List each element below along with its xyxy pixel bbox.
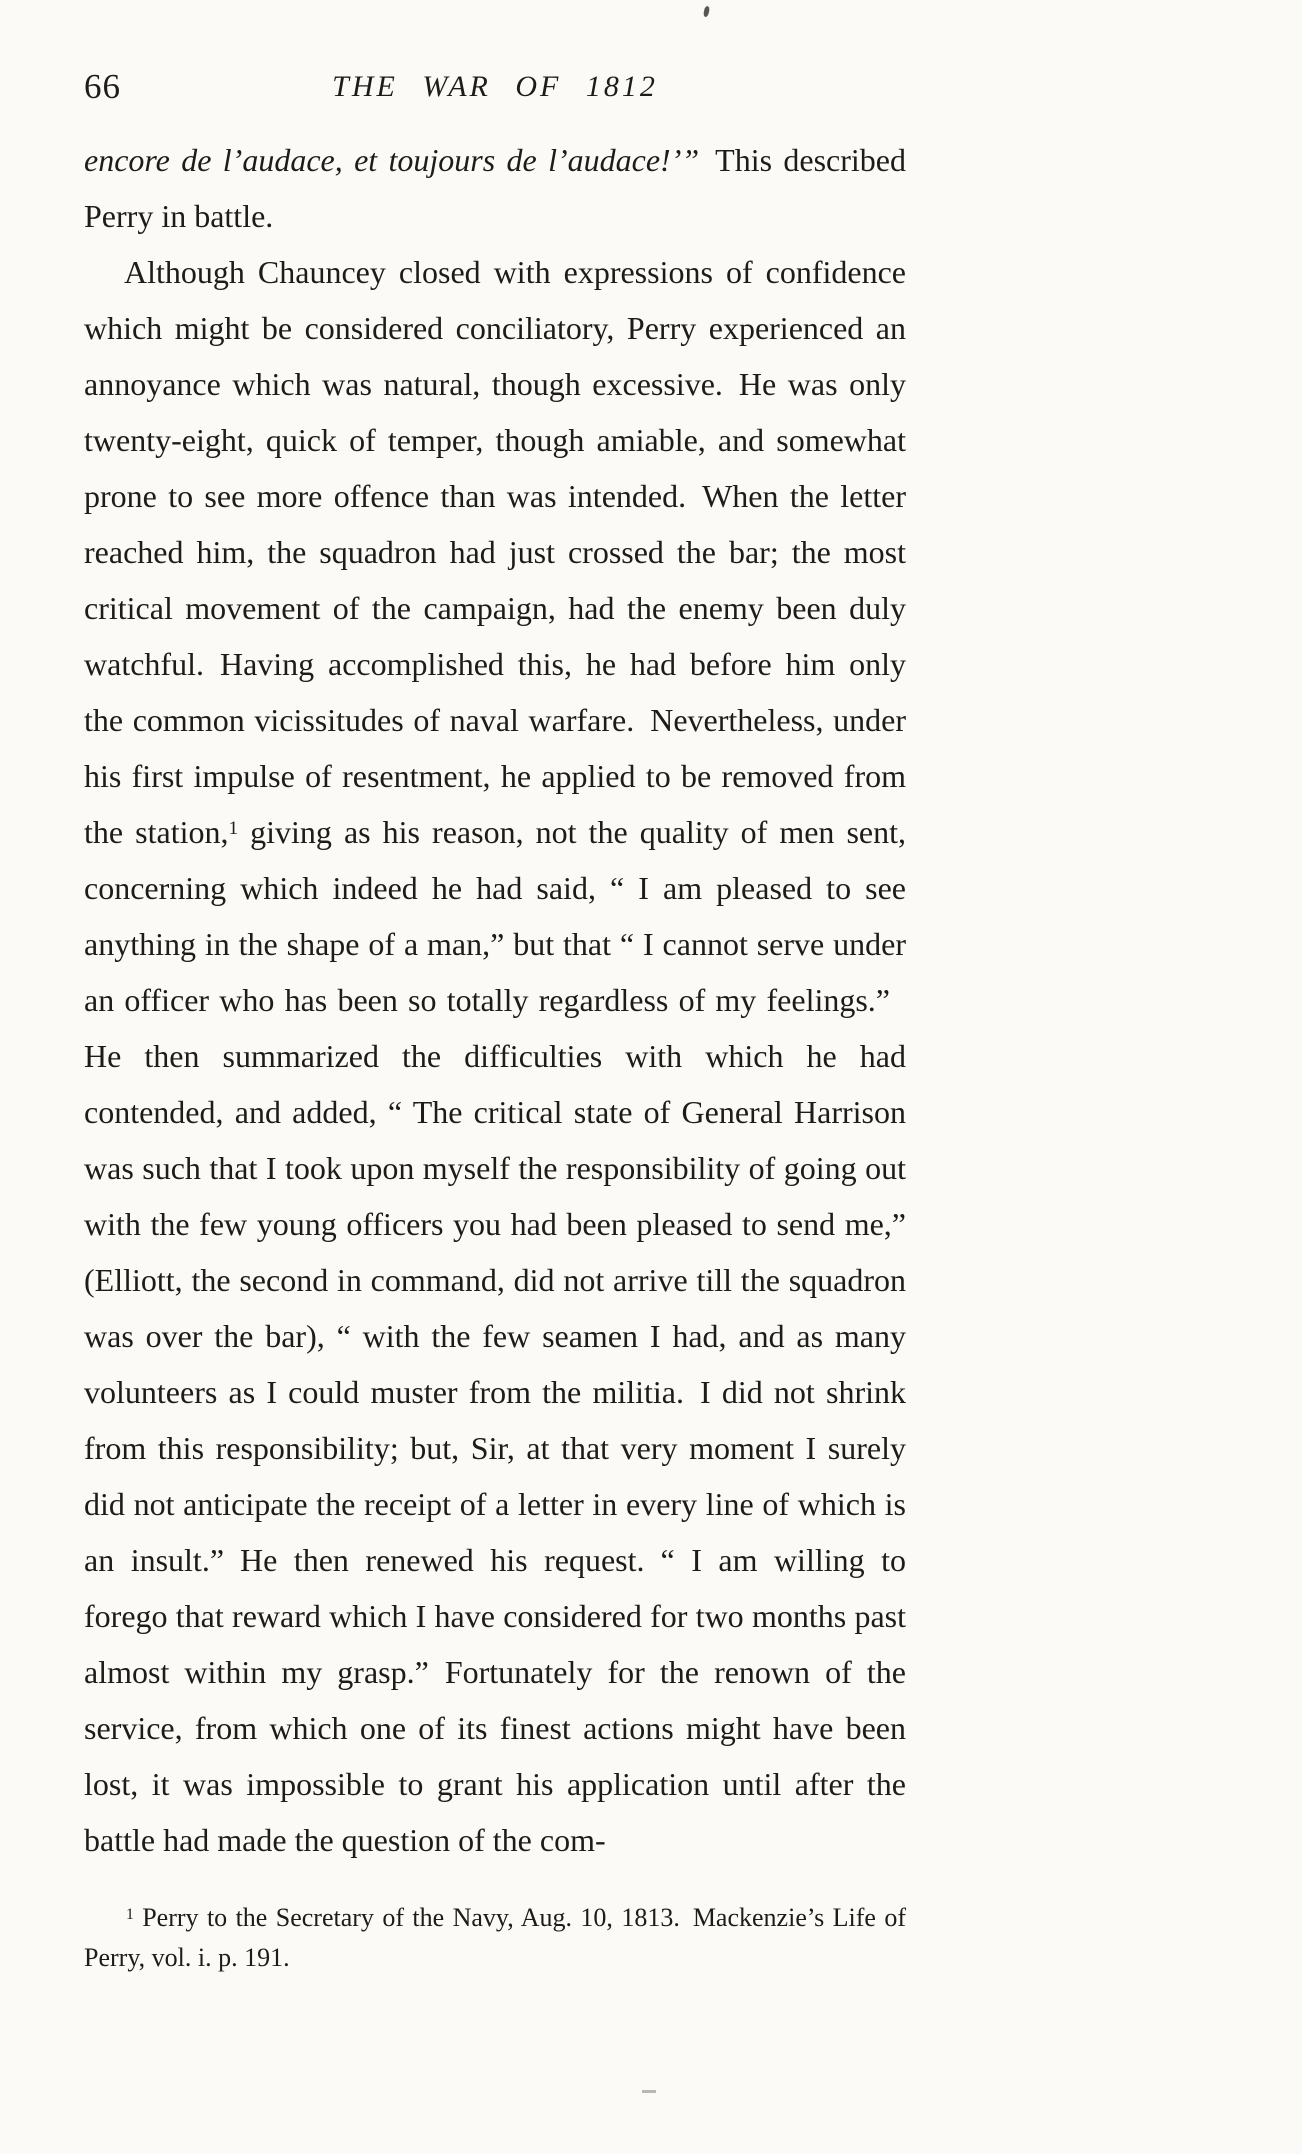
body-text <box>84 132 906 1868</box>
paragraph-opening <box>84 132 906 244</box>
print-artifact-top <box>703 6 710 18</box>
paragraph-main <box>84 244 906 1868</box>
running-title: THE WAR OF 1812 <box>332 70 658 103</box>
print-artifact-bottom <box>642 2090 656 2093</box>
paragraph-opening-text: This described Perry in battle. <box>84 142 907 234</box>
page-header <box>84 56 906 104</box>
page-content <box>84 56 906 1978</box>
footnote-text: Perry to the Secretary of the Navy, Aug. 10, 1813. Mackenzie’s Life of Perry, vol. i. p. 191. <box>84 1903 906 1972</box>
footnote <box>84 1898 906 1978</box>
footnote-reference: 1 <box>228 818 239 840</box>
page-number: 66 <box>84 67 121 106</box>
paragraph-main-text-before-note: Although Chauncey closed with expressions of confidence which might be considered conciliatory, Perry experienced an annoyance which was natural, though excessive. He was only twenty-eight, quick of temper, though amiable, and somewhat prone to see more offence than was intended. When the letter reached him, the squadron had just crossed the bar; the most critical movement of the campaign, had the enemy been duly watchful. Having accomplished this, he had before him only the common vicissitudes of naval warfare. Nevertheless, under his first impulse of resentment, he applied to be removed from the station, <box>84 254 906 850</box>
paragraph-main-text-after-note: giving as his reason, not the quality of men sent, concerning which indeed he had said, “ I am pleased to see anything in the shape of a man,” but that “ I cannot serve under an officer who has been so totally regardless of my feelings.” He then summarized the difficulties with which he had contended, and added, “ The critical state of General Harrison was such that I took upon myself the responsibility of going out with the few young officers you had been pleased to send me,” (Elliott, the second in command, did not arrive till the squadron was over the bar), “ with the few seamen I had, and as many volunteers as I could muster from the militia. I did not shrink from this responsibility; but, Sir, at that very moment I surely did not anticipate the receipt of a letter in every line of which is an insult.” He then renewed his request. “ I am willing to forego that reward which I have considered for two months past almost within my grasp.” Fortunately for the renown of the service, from which one of its finest actions might have been lost, it was impossible to grant his application until after the battle had made the question of the com- <box>84 814 907 1858</box>
footnote-marker: 1 <box>126 1905 134 1923</box>
footnote-line <box>84 1898 906 1978</box>
italic-french-quote: encore de l’audace, et toujours de l’audace!’” <box>84 142 700 178</box>
